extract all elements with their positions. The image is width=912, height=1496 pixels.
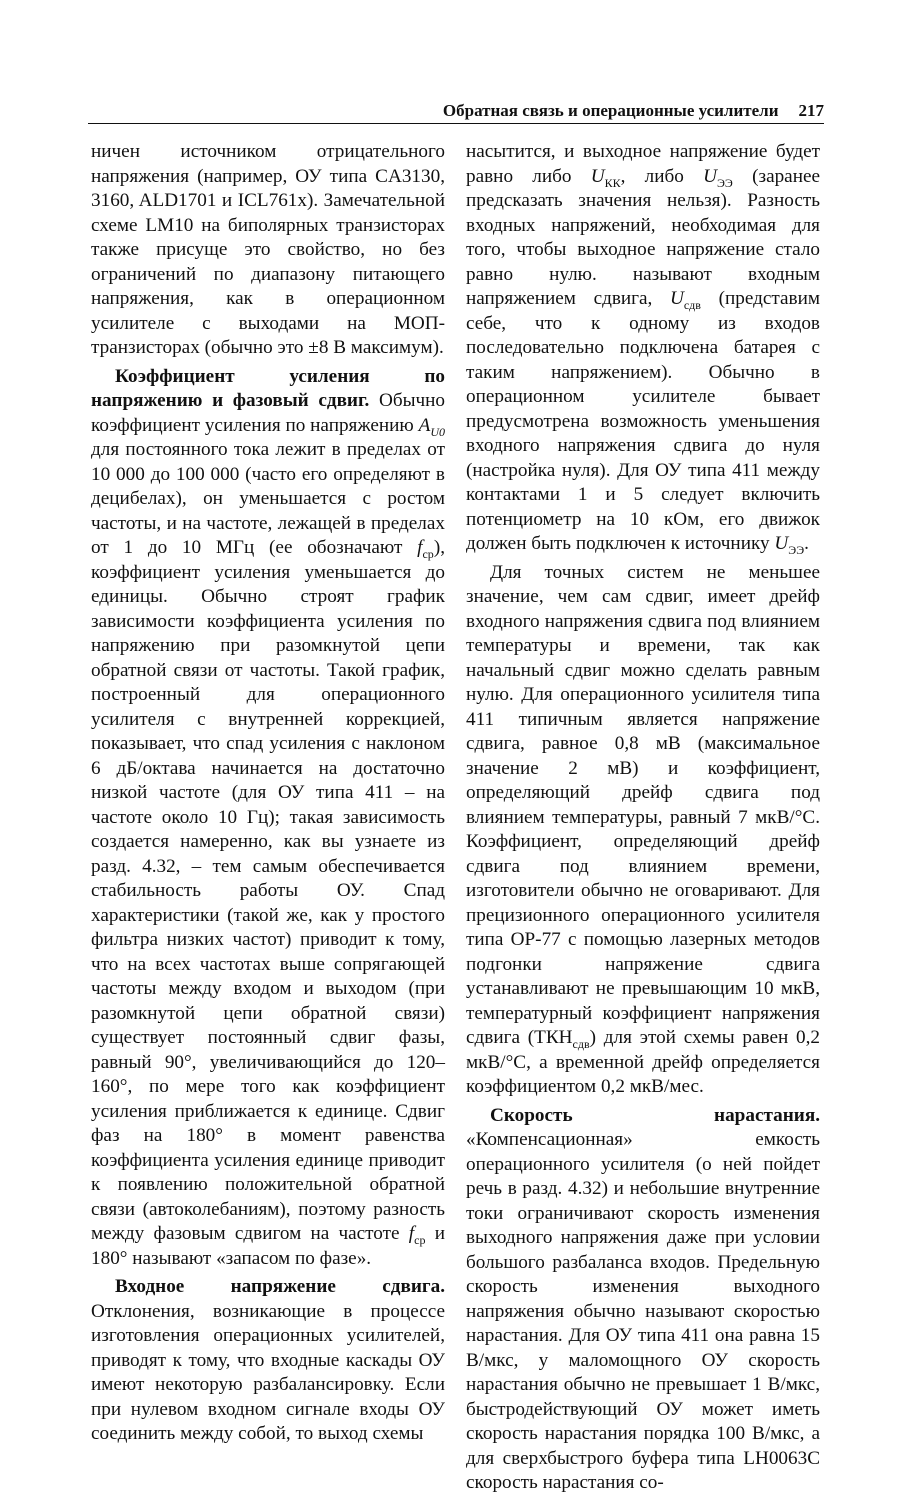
symbol: A	[418, 414, 431, 436]
page-number: 217	[798, 101, 824, 120]
running-head	[88, 98, 824, 124]
paragraph: ничен источником отрицательного напряжения (например, ОУ типа CA3130, 3160, ALD1701 и ICL761x). Замечательной схеме LM10 на биполярных транзисторах также присуще это свойство, но без ограничений по диапазону питающего напряжения, как в операционном усилителе с выходами на МОП-транзисторах (обычно это ±8 В максимум).	[91, 141, 445, 358]
running-title: Обратная связь и операционные усилители	[442, 101, 779, 120]
paragraph: Коэффициент усиления по напряжению и фазовый сдвиг. Обычно коэффициент усиления по напряжению $A_{U0}$ для постоянного тока лежит в пределах от 10 000 до 100 000 (часто его определяют в децибелах), он уменьшается с ростом частоты, и на частоте, лежащей в пределах от 1 до 10 МГц (ее обозначают $f_{ср}$), коэффициент усиления уменьшается до единицы. Обычно строят график зависимости коэффициента усиления по напряжению при разомкнутой цепи обратной связи от частоты. Такой график, построенный для операционного усилителя с внутренней коррекцией, показывает, что спад усиления с наклоном 6 дБ/октава начинается на достаточно низкой частоте (для ОУ типа 411 – на частоте около 10 Гц); такая зависимость создается намеренно, как вы узнаете из разд. 4.32, – тем самым обеспечивается стабильность работы ОУ. Спад характеристики (такой же, как у простого фильтра низких частот) приводит к тому, что на всех частотах выше сопрягающей частоты между входом и выходом (при разомкнутой цепи обратной связи) существует постоянный сдвиг фазы, равный 90°, увеличивающийся до 120–160°, по мере того как коэффициент усиления приближается к единице. Сдвиг фаз на 180° в момент равенства коэффициента усиления единице приводит к появлению положительной обратной связи (автоколебаниям), поэтому разность между фазовым сдвигом на частоте $f_{ср}$ и 180° называют «запасом по фазе».	[91, 365, 445, 1269]
paragraph: Для точных систем не меньшее значение, чем сам сдвиг, имеет дрейф входного напряжения сдвига под влиянием температуры и времени, так как начальный сдвиг можно сделать равным нулю. Для операционного усилителя типа 411 типичным является напряжение сдвига, равное 0,8 мВ (максимальное значение 2 мВ) и коэффициент, определяющий дрейф сдвига под влиянием температуры, равный 7 мкВ/°С. Коэффициент, определяющий дрейф сдвига под влиянием времени, изготовители обычно не оговаривают. Для прецизионного операционного усилителя типа ОР-77 с помощью лазерных методов подгонки напряжение сдвига устанавливают не превышающим 10 мкВ, температурный коэффициент напряжения сдвига $(ТКН_{сдв})$ для этой схемы равен 0,2 мкВ/°С, а временной дрейф определяется коэффициентом 0,2 мкВ/мес.	[466, 561, 820, 1097]
right-column	[466, 140, 820, 1496]
paragraph: Входное напряжение сдвига. Отклонения, возникающие в процессе изготовления операционных усилителей, приводят к тому, что входные каскады ОУ имеют некоторую разбалансировку. Если при нулевом входном сигнале входы ОУ соединить между собой, то выход схемы	[91, 1276, 445, 1444]
run-in-heading: Коэффициент усиления по напряжению и фазовый сдвиг.	[91, 365, 445, 411]
run-in-heading: Скорость нарастания.	[490, 1104, 820, 1126]
paragraph: Скорость нарастания. «Компенсационная» емкость операционного усилителя (о ней пойдет речь в разд. 4.32) и небольшие внутренние токи ограничивают скорость изменения выходного напряжения даже при условии большого разбаланса входов. Предельную скорость изменения выходного напряжения обычно называют скоростью нарастания. Для ОУ типа 411 она равна 15 В/мкс, у маломощного ОУ скорость нарастания обычно не превышает 1 В/мкс, быстродействующий ОУ может иметь скорость нарастания порядка 100 В/мкс, а для сверхбыстрого буфера типа LH0063C скорость нарастания со-	[466, 1104, 820, 1493]
left-column	[91, 140, 445, 1447]
run-in-heading: Входное напряжение сдвига.	[115, 1276, 445, 1297]
paragraph: насытится, и выходное напряжение будет равно либо $U_{КК}$, либо $U_{ЭЭ}$ (заранее предсказать значения нельзя). Разность входных напряжений, необходимая для того, чтобы выходное напряжение стало равно нулю. называют входным напряжением сдвига, $U_{сдв}$ (представим себе, что к одному из входов последовательно подключена батарея с таким напряжением). Обычно в операционном усилителе бывает предусмотрена возможность уменьшения входного напряжения сдвига до нуля (настройка нуля). Для ОУ типа 411 между контактами 1 и 5 следует включить потенциометр на 10 кОм, его движок должен быть подключен к источнику $U_{ЭЭ}$.	[466, 141, 820, 557]
